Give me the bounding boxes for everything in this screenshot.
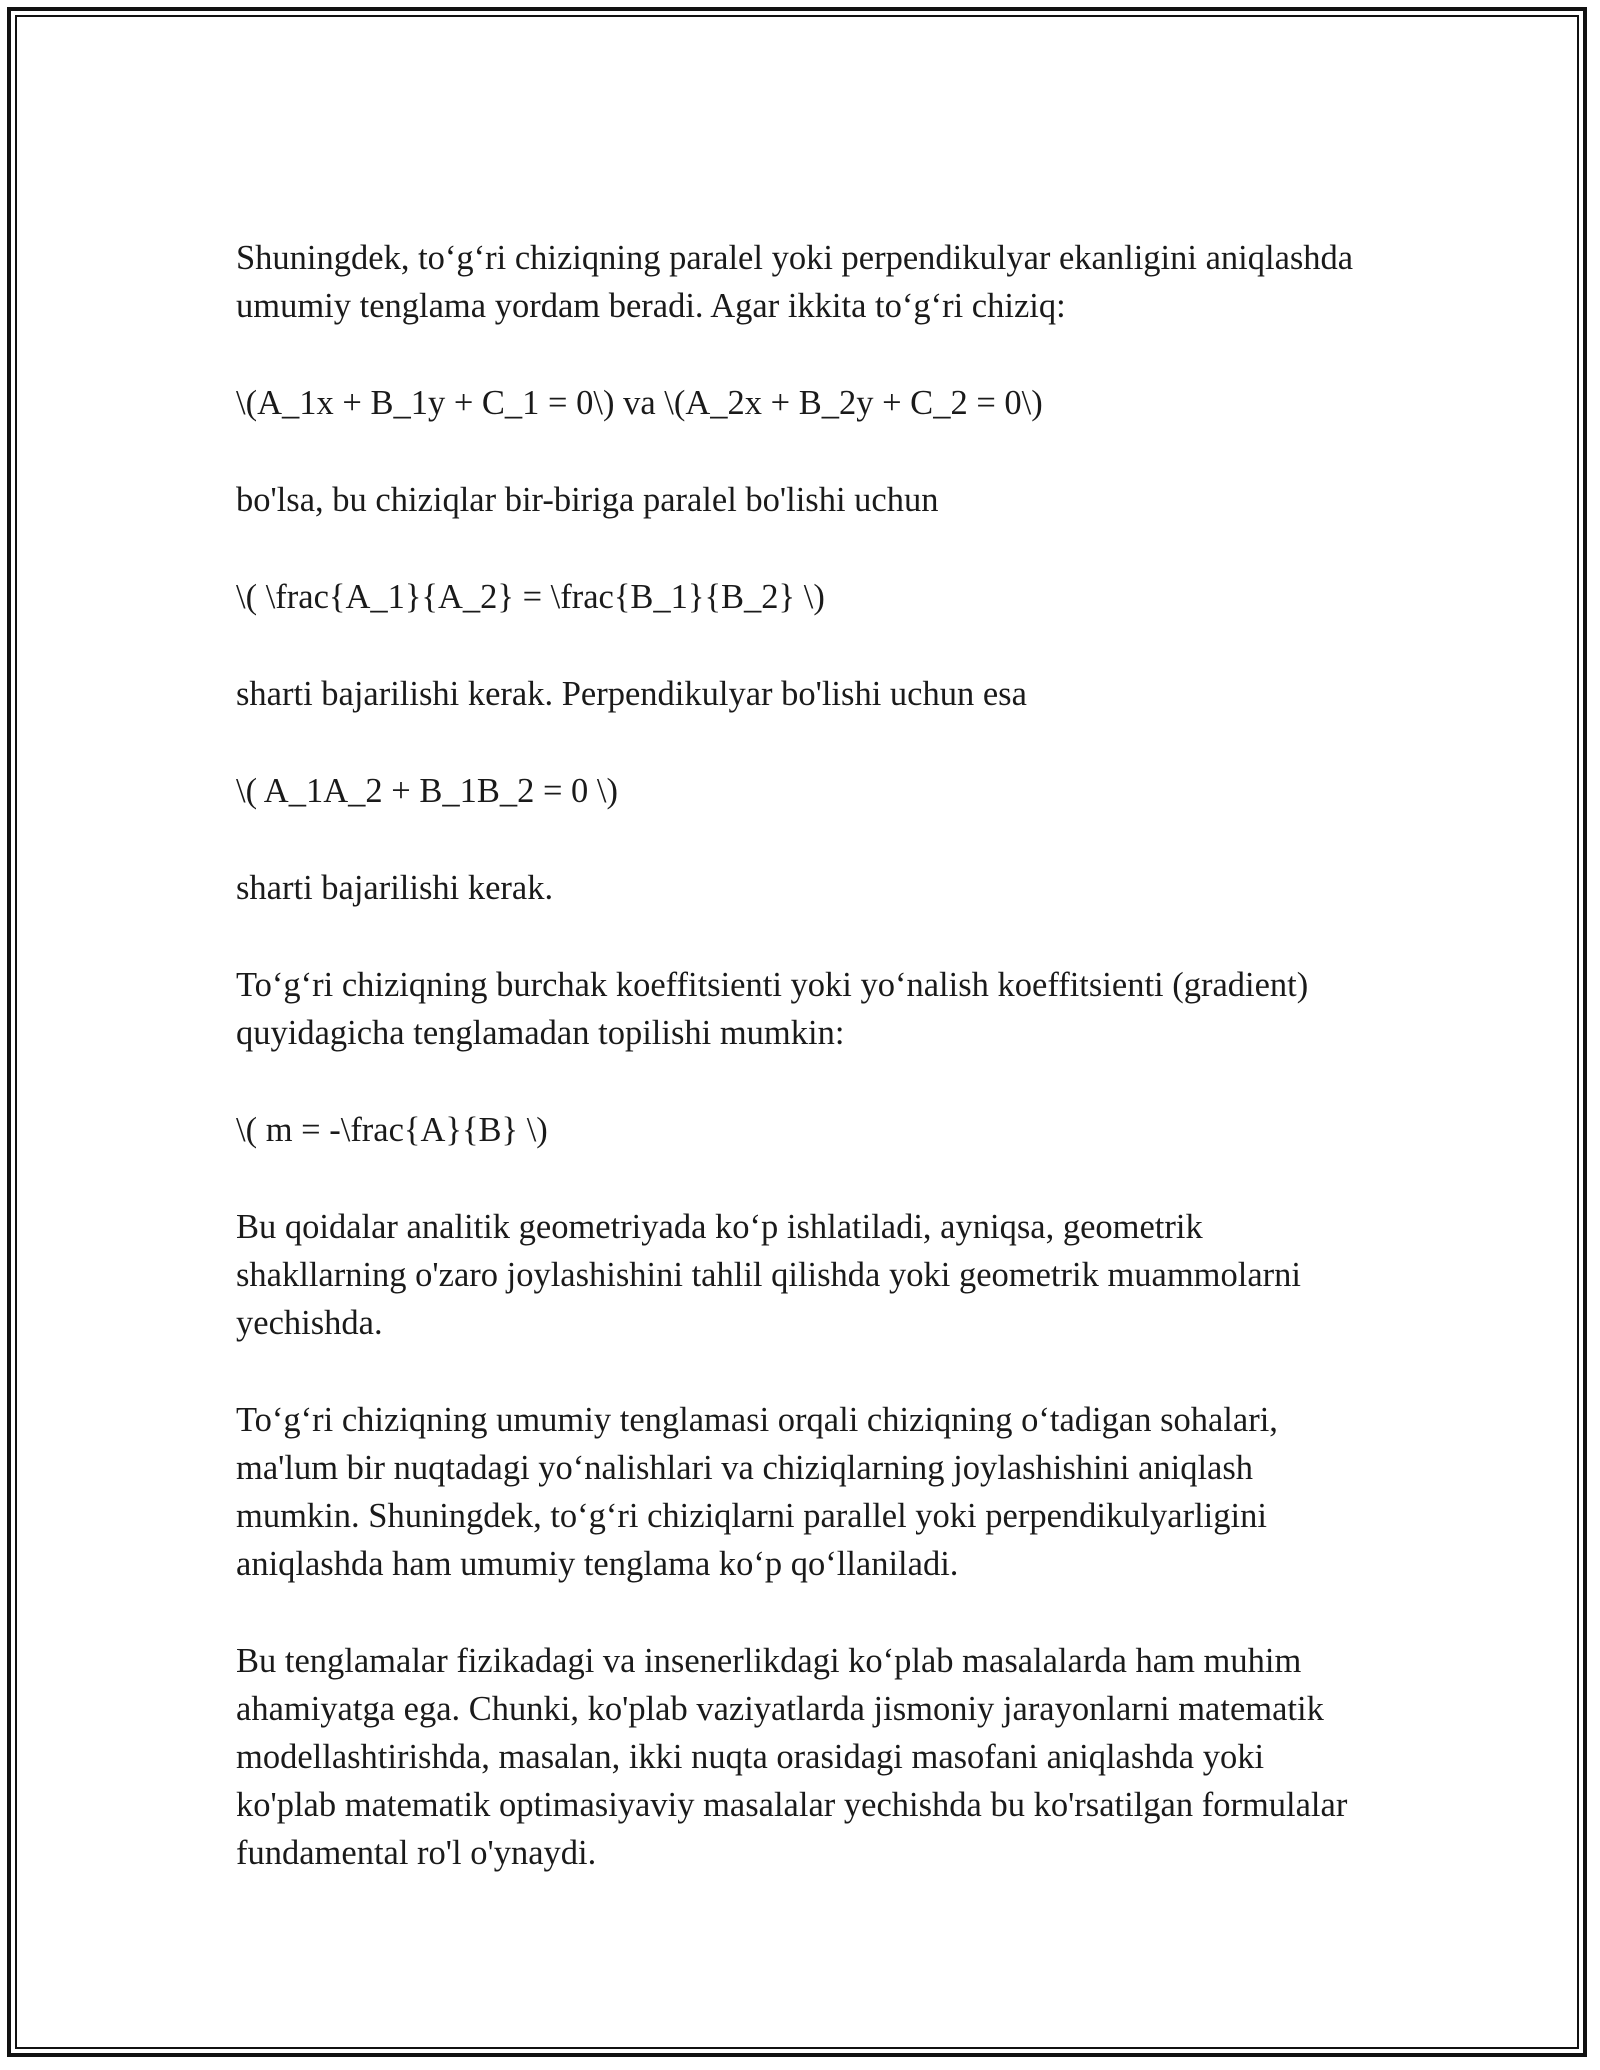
paragraph-physics-engineering: Bu tenglamalar fizikadagi va insenerlikdagi ko‘plab masalalarda ham muhim ahamiyatga ega. Chunki, ko'plab vaziyatlarda jismoniy jarayonlarni matematik modellashtirishda, masalan, ikki nuqta orasidagi masofani aniqlashda yoki ko'plab matematik optimasiyaviy masalalar yechishda bu ko'rsatilgan formulalar fundamental ro'l o'ynaydi.: [236, 1642, 1348, 1872]
paragraph-gradient-intro: To‘g‘ri chiziqning burchak koeffitsienti yoki yo‘nalish koeffitsienti (gradient) quyidagicha tenglamadan topilishi mumkin:: [236, 966, 1309, 1052]
paragraph-parallel-intro: Shuningdek, to‘g‘ri chiziqning paralel yoki perpendikulyar ekanligini aniqlashda umumiy tenglama yordam beradi. Agar ikkita to‘g‘ri chiziq:: [236, 239, 1354, 325]
paragraph-perpendicular-condition: sharti bajarilishi kerak. Perpendikulyar bo'lishi uchun esa: [236, 675, 1027, 713]
equation-perpendicular: \( A_1A_2 + B_1B_2 = 0 \): [236, 772, 619, 810]
paragraph-analytic-geometry: Bu qoidalar analitik geometriyada ko‘p ishlatiladi, ayniqsa, geometrik shakllarning o'zaro joylashishini tahlil qilishda yoki geometrik muammolarni yechishda.: [236, 1208, 1301, 1342]
equation-parallel: \( \frac{A_1}{A_2} = \frac{B_1}{B_2} \): [236, 578, 825, 616]
equation-two-lines: \(A_1x + B_1y + C_1 = 0\) va \(A_2x + B_2y + C_2 = 0\): [236, 384, 1043, 422]
equation-gradient: \( m = -\frac{A}{B} \): [236, 1111, 548, 1149]
paragraph-general-equation-uses: To‘g‘ri chiziqning umumiy tenglamasi orqali chiziqning o‘tadigan sohalari, ma'lum bir nuqtadagi yo‘nalishlari va chiziqlarning joylashishini aniqlash mumkin. Shuningdek, to‘g‘ri chiziqlarni parallel yoki perpendikulyarligini aniqlashda ham umumiy tenglama ko‘p qo‘llaniladi.: [236, 1401, 1278, 1583]
document-body: [236, 234, 1366, 1926]
paragraph-condition-end: sharti bajarilishi kerak.: [236, 869, 554, 907]
paragraph-parallel-condition: bo'lsa, bu chiziqlar bir-biriga paralel bo'lishi uchun: [236, 481, 939, 519]
